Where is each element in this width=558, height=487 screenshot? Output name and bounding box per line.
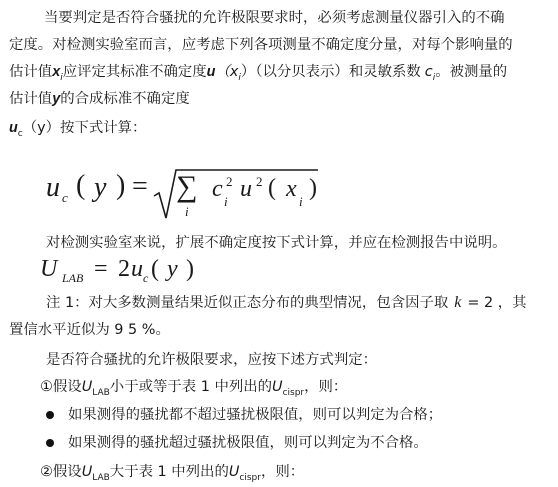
paragraph-text: 对检测实验室来说，扩展不确定度按下式计算，并应在检测报告中说明。 [46, 235, 507, 251]
subscript: i [60, 73, 63, 83]
formula-c: c [212, 176, 223, 202]
subscript-cispr: cispr [239, 473, 261, 483]
formula-sub-i: i [224, 194, 228, 209]
note-text: = 2 ，其 [467, 295, 527, 311]
case-text: ，则： [260, 464, 305, 480]
paren-close: ） [240, 64, 256, 80]
formula-lparen: ( [151, 256, 159, 282]
case-2 [40, 460, 304, 484]
bullet-item-1 [68, 403, 442, 427]
variable-U: U [272, 379, 283, 395]
paragraph-line-3 [9, 60, 507, 84]
paragraph-line-1 [44, 6, 505, 30]
formula-y: y [94, 172, 107, 203]
formula-combined-uncertainty [46, 166, 346, 222]
bullet-dot [46, 439, 54, 447]
paragraph-text: 估计值 [9, 64, 53, 80]
sigma-symbol: ∑ [176, 170, 198, 203]
paragraph-text: 估计值 [9, 91, 53, 107]
bullet-text: 如果测得的骚扰都不超过骚扰极限值，则可以判定为合格； [68, 407, 443, 423]
formula-sub-i: i [299, 194, 303, 209]
subscript: i [432, 73, 436, 83]
paragraph-text: 。被测量的 [435, 64, 508, 80]
case-text: ，则： [304, 379, 348, 395]
variable-k: k [454, 294, 462, 311]
variable-u: u [9, 120, 18, 136]
paragraph-text: 定度。对检测实验室而言，应考虑下列各项测量不确定度分量，对每个影响量的 [9, 37, 513, 53]
paragraph-line-2 [9, 33, 513, 57]
bullet-item-2 [68, 431, 428, 455]
variable-U: U [228, 464, 240, 480]
case-text: 大于表 1 中列出的 [109, 464, 229, 480]
note-line-2 [9, 318, 170, 342]
case-text: ②假设 [40, 464, 82, 480]
formula-sup-2: 2 [256, 174, 263, 189]
formula-lparen-2: ( [268, 175, 276, 201]
formula-sub-lab: LAB [62, 271, 84, 285]
note-text: 注 1：对大多数测量结果近似正态分布的典型情况，包含因子取 [46, 295, 449, 311]
formula-sub-c: c [62, 190, 68, 205]
paragraph-text: 当要判定是否符合骚扰的允许极限要求时，必须考虑测量仪器引入的不确 [44, 10, 505, 26]
formula-rparen: ) [116, 170, 126, 201]
judge-intro [46, 348, 377, 372]
case-text: 小于或等于表 1 中列出的 [109, 379, 273, 395]
formula-x: x [286, 176, 297, 202]
note-line-1 [46, 291, 527, 315]
formula-equals: = [132, 171, 148, 202]
bullet-text: 如果测得的骚扰超过骚扰极限值，则可以判定为不合格。 [68, 435, 428, 451]
variable-u: u [206, 64, 216, 80]
paragraph-text: （以分贝表示）和灵敏系数 [255, 64, 421, 80]
paragraph-line-4 [9, 87, 190, 111]
formula-sup-2: 2 [226, 174, 233, 189]
paragraph-text: 是否符合骚扰的允许极限要求，应按下述方式判定： [46, 352, 377, 368]
subscript: i [238, 73, 241, 83]
formula-u2: u [240, 176, 252, 202]
case-1 [40, 375, 347, 399]
paragraph-text: 应评定其标准不确定度 [62, 64, 207, 80]
formula-expanded-uncertainty [40, 256, 240, 288]
case-text: ①假设 [40, 379, 82, 395]
formula-sub-c: c [143, 271, 149, 285]
formula-U: U [40, 256, 58, 282]
paragraph-text: （y）按下式计算： [22, 120, 147, 136]
note-text: 置信水平近似为 9 5 %。 [9, 322, 170, 338]
bullet-dot [46, 411, 54, 419]
subscript-cispr: cispr [282, 388, 305, 398]
paragraph-text: 的合成标准不确定度 [60, 91, 190, 107]
expand-text [46, 231, 507, 255]
formula-y: y [167, 256, 178, 282]
paragraph-line-5 [9, 116, 146, 140]
subscript-lab: LAB [92, 388, 110, 398]
variable-c: c [424, 64, 433, 80]
subscript: c [17, 129, 23, 139]
subscript-lab: LAB [92, 473, 110, 483]
formula-lparen: ( [76, 170, 86, 201]
paren-x: （x [215, 64, 239, 80]
variable-U: U [81, 464, 93, 480]
formula-equals: = [94, 256, 108, 282]
sigma-sub-i: i [185, 204, 189, 219]
variable-U: U [81, 379, 93, 395]
formula-u: u [131, 256, 143, 282]
formula-two: 2 [118, 256, 130, 282]
formula-rparen: ) [186, 256, 194, 282]
formula-u: u [46, 172, 60, 203]
variable-y: y [52, 91, 61, 107]
variable-x: x [52, 64, 61, 80]
formula-rparen-2: ) [309, 175, 317, 201]
